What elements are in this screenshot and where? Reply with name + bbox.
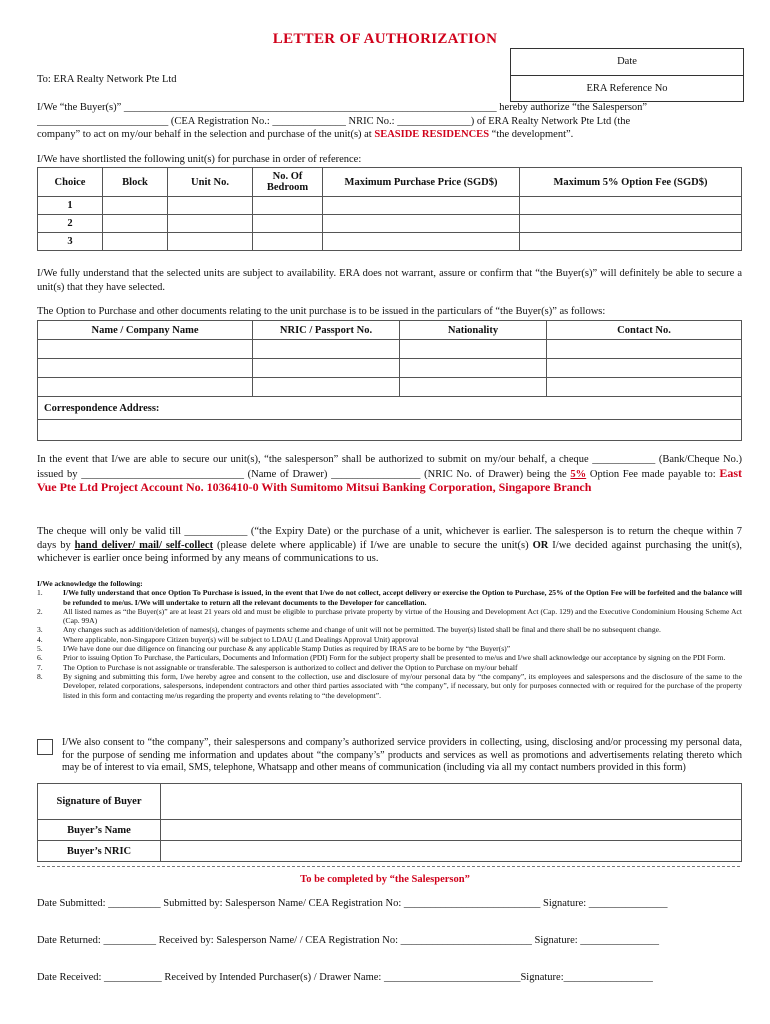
authorize-line-1: I/We “the Buyer(s)” _______________________________________________________________________ hereby authorize “the Salesperson”	[37, 102, 648, 113]
name-input[interactable]	[38, 340, 253, 359]
contact-input[interactable]	[547, 340, 742, 359]
acknowledge-item-number: 2.	[37, 606, 43, 616]
price-input[interactable]	[323, 215, 520, 233]
nric-input[interactable]	[253, 359, 400, 378]
header-choice: Choice	[38, 168, 103, 197]
fee-input[interactable]	[520, 197, 742, 215]
acknowledge-item-number: 8.	[37, 671, 43, 681]
acknowledge-item-text: I/We fully understand that once Option To Purchase is issued, in the event that I/we do not collect, accept delivery or exercise the Option to Purchase, 25% of the Option Fee will be forfeited and the balance will be refunded to me/us. I/We will undertake to return all the relevant documents to the Developer for cancellation.	[63, 588, 742, 607]
authorize-end: “the development”.	[491, 129, 574, 140]
acknowledgement-list	[37, 579, 742, 700]
payee-account: East Vue Pte Ltd Project Account No. 1036410-0 With Sumitomo Mitsui Banking Corporation, Singapore Branch	[37, 465, 743, 494]
name-input[interactable]	[38, 359, 253, 378]
nationality-input[interactable]	[400, 359, 547, 378]
acknowledge-item-text: Where applicable, non-Singapore Citizen buyer(s) will be subject to LDAU (Land Dealings Approval Unit) approval	[63, 634, 419, 644]
validity-text-2: (please delete where applicable) if I/we are unable to secure the unit(s)	[217, 539, 529, 551]
validity-text: The cheque will only be valid till ____________ (“the Expiry Date) or the purchase of a unit, whichever is earlier. The salesperson is to return the cheque within 7 days by	[37, 526, 742, 551]
acknowledge-item	[37, 644, 742, 653]
nationality-input[interactable]	[400, 378, 547, 397]
choice-cell: 1	[38, 197, 103, 215]
name-input[interactable]	[38, 378, 253, 397]
validity-text-3: I/we decided against purchasing the unit(s), whichever is earlier once being informed by any means of communications to us.	[37, 539, 743, 564]
nric-input[interactable]	[253, 378, 400, 397]
cheque-paragraph	[37, 453, 742, 496]
buyer-nric-input[interactable]	[161, 841, 742, 862]
acknowledge-item-number: 4.	[37, 634, 43, 644]
divider	[37, 866, 740, 867]
choice-cell: 2	[38, 215, 103, 233]
acknowledge-item	[37, 588, 742, 607]
nationality-input[interactable]	[400, 340, 547, 359]
development-name: SEASIDE RESIDENCES	[374, 129, 490, 140]
authorize-line-2: _________________________ (CEA Registration No.: ______________ NRIC No.: ______________) of ERA Realty Network Pte Ltd (the	[37, 116, 631, 127]
era-reference-field[interactable]: ERA Reference No	[586, 83, 668, 94]
unit-input[interactable]	[168, 233, 253, 251]
acknowledge-item	[37, 653, 742, 662]
header-bedroom: No. Of Bedroom	[253, 168, 323, 197]
acknowledge-item-text: By signing and submitting this form, I/we hereby agree and consent to the collection, use and disclosure of my/our personal data by “the company”, its employees and salespersons and the disclosure of the same to the Developer, related corporations, salespersons, independent contractors and other third parties associated with “the company”, if necessary, but only for purposes connected with or required for the purchase of the property listed in this form and contacting me/us regarding the property and events relating to “the development”.	[63, 671, 742, 700]
acknowledge-item	[37, 635, 742, 644]
fee-input[interactable]	[520, 233, 742, 251]
date-returned-line[interactable]: Date Returned: __________ Received by: Salesperson Name/ / CEA Registration No: _________________________ Signature: _______________	[37, 935, 660, 946]
fee-input[interactable]	[520, 215, 742, 233]
buyers-table	[37, 320, 742, 441]
price-input[interactable]	[323, 233, 520, 251]
signature-table	[37, 783, 742, 862]
acknowledge-item	[37, 625, 742, 634]
shortlist-intro: I/We have shortlisted the following unit(s) for purchase in order of reference:	[37, 154, 362, 165]
block-input[interactable]	[103, 233, 168, 251]
price-input[interactable]	[323, 197, 520, 215]
table-row	[38, 378, 742, 397]
acknowledge-item-text: The Option to Purchase is not assignable or transferable. The salesperson is authorized to collect and deliver the Option to Purchase on my/our behalf	[63, 662, 518, 672]
consent-checkbox[interactable]	[37, 739, 53, 755]
signature-input[interactable]	[161, 784, 742, 820]
acknowledge-item	[37, 663, 742, 672]
table-row	[38, 233, 742, 251]
buyer-name-label: Buyer’s Name	[38, 820, 161, 841]
buyer-nric-label: Buyer’s NRIC	[38, 841, 161, 862]
table-row	[38, 197, 742, 215]
bedroom-input[interactable]	[253, 233, 323, 251]
return-methods: hand deliver/ mail/ self-collect	[74, 539, 214, 551]
unit-input[interactable]	[168, 197, 253, 215]
nric-input[interactable]	[253, 340, 400, 359]
option-fee-percent: 5%	[570, 468, 587, 480]
header-nric: NRIC / Passport No.	[253, 321, 400, 340]
date-received-line[interactable]: Date Received: ___________ Received by Intended Purchaser(s) / Drawer Name: __________________________Signature:_________________	[37, 972, 653, 983]
correspondence-address-label: Correspondence Address:	[38, 397, 742, 420]
acknowledge-item-number: 5.	[37, 644, 43, 654]
bedroom-input[interactable]	[253, 215, 323, 233]
table-row	[38, 359, 742, 378]
bedroom-input[interactable]	[253, 197, 323, 215]
salesperson-heading: To be completed by “the Salesperson”	[300, 874, 470, 885]
correspondence-address-input[interactable]	[38, 420, 742, 441]
acknowledge-item-text: Any changes such as addition/deletion of names(s), changes of payments scheme and change of unit will not be permitted. The buyer(s) listed shall be final and there shall be no subsequent change.	[63, 625, 661, 635]
date-reference-box	[510, 48, 744, 102]
header-contact: Contact No.	[547, 321, 742, 340]
contact-input[interactable]	[547, 378, 742, 397]
acknowledge-heading: I/We acknowledge the following:	[37, 579, 143, 588]
unit-input[interactable]	[168, 215, 253, 233]
payable-text: Option Fee made payable to:	[589, 468, 716, 480]
acknowledge-item-number: 1.	[37, 588, 43, 598]
acknowledge-item-number: 7.	[37, 662, 43, 672]
header-block: Block	[103, 168, 168, 197]
availability-notice: I/We fully understand that the selected units are subject to availability. ERA does not warrant, assure or confirm that “the Buyer(s)” will definitely be able to secure a unit(s) that they have selected.	[37, 268, 742, 293]
or-keyword: OR	[532, 539, 549, 551]
block-input[interactable]	[103, 197, 168, 215]
authorize-line-3	[37, 128, 742, 142]
validity-paragraph	[37, 525, 742, 566]
header-nationality: Nationality	[400, 321, 547, 340]
table-row	[38, 340, 742, 359]
header-unit-no: Unit No.	[168, 168, 253, 197]
page-title: LETTER OF AUTHORIZATION	[272, 31, 498, 47]
acknowledge-item-text: All listed names as “the Buyer(s)” are at least 21 years old and must be eligible to purchase private property by virtue of the Housing and Development Act (Cap. 129) and the Executive Condominium Housing Scheme Act (Cap. 99A)	[63, 606, 742, 626]
consent-text: I/We also consent to “the company”, their salespersons and company’s authorized service providers in collecting, using, disclosing and/or processing my personal data, for the purpose of sending me information and updates about “the company’s” products and services as well as promotions and advertisements relating thereto which may be of interest to via email, SMS, telephone, Whatsapp and other means of communication (including via all my contact numbers provided in this form)	[62, 737, 742, 773]
acknowledge-item-text: I/We have done our due diligence on financing our purchase & any applicable Stamp Duties as required by IRAS are to be borne by “the Buyer(s)”	[63, 644, 511, 654]
date-field[interactable]: Date	[511, 49, 743, 76]
header-name: Name / Company Name	[38, 321, 253, 340]
contact-input[interactable]	[547, 359, 742, 378]
cheque-text: In the event that I/we are able to secure our unit(s), “the salesperson” shall be authorized to submit on my/our behalf, a cheque ____________ (Bank/Cheque No.) issued by _______________________________ (Name of Drawer) _________________ (NRIC No. of Drawer) being the	[37, 454, 742, 480]
acknowledge-item	[37, 672, 742, 700]
signature-label: Signature of Buyer	[38, 784, 161, 820]
header-max-option-fee: Maximum 5% Option Fee (SGD$)	[520, 168, 742, 197]
acknowledge-item	[37, 607, 742, 626]
header-max-price: Maximum Purchase Price (SGD$)	[323, 168, 520, 197]
option-intro: The Option to Purchase and other documents relating to the unit purchase is to be issued in the particulars of “the Buyer(s)” as follows:	[37, 306, 606, 317]
units-table	[37, 167, 742, 251]
choice-cell: 3	[38, 233, 103, 251]
buyer-name-input[interactable]	[161, 820, 742, 841]
acknowledge-item-text: Prior to issuing Option To Purchase, the Particulars, Documents and Information (PDI) Form for the subject property shall be presented to me/us and I/we shall acknowledge our acceptance by signing on the PDI Form.	[63, 653, 726, 663]
table-row	[38, 215, 742, 233]
addressee: To: ERA Realty Network Pte Ltd	[37, 74, 177, 85]
date-submitted-line[interactable]: Date Submitted: __________ Submitted by: Salesperson Name/ CEA Registration No: __________________________ Signature: _______________	[37, 898, 668, 909]
block-input[interactable]	[103, 215, 168, 233]
acknowledge-item-number: 3.	[37, 625, 43, 635]
authorize-text: company” to act on my/our behalf in the selection and purchase of the unit(s) at	[37, 129, 372, 140]
acknowledge-item-number: 6.	[37, 653, 43, 663]
